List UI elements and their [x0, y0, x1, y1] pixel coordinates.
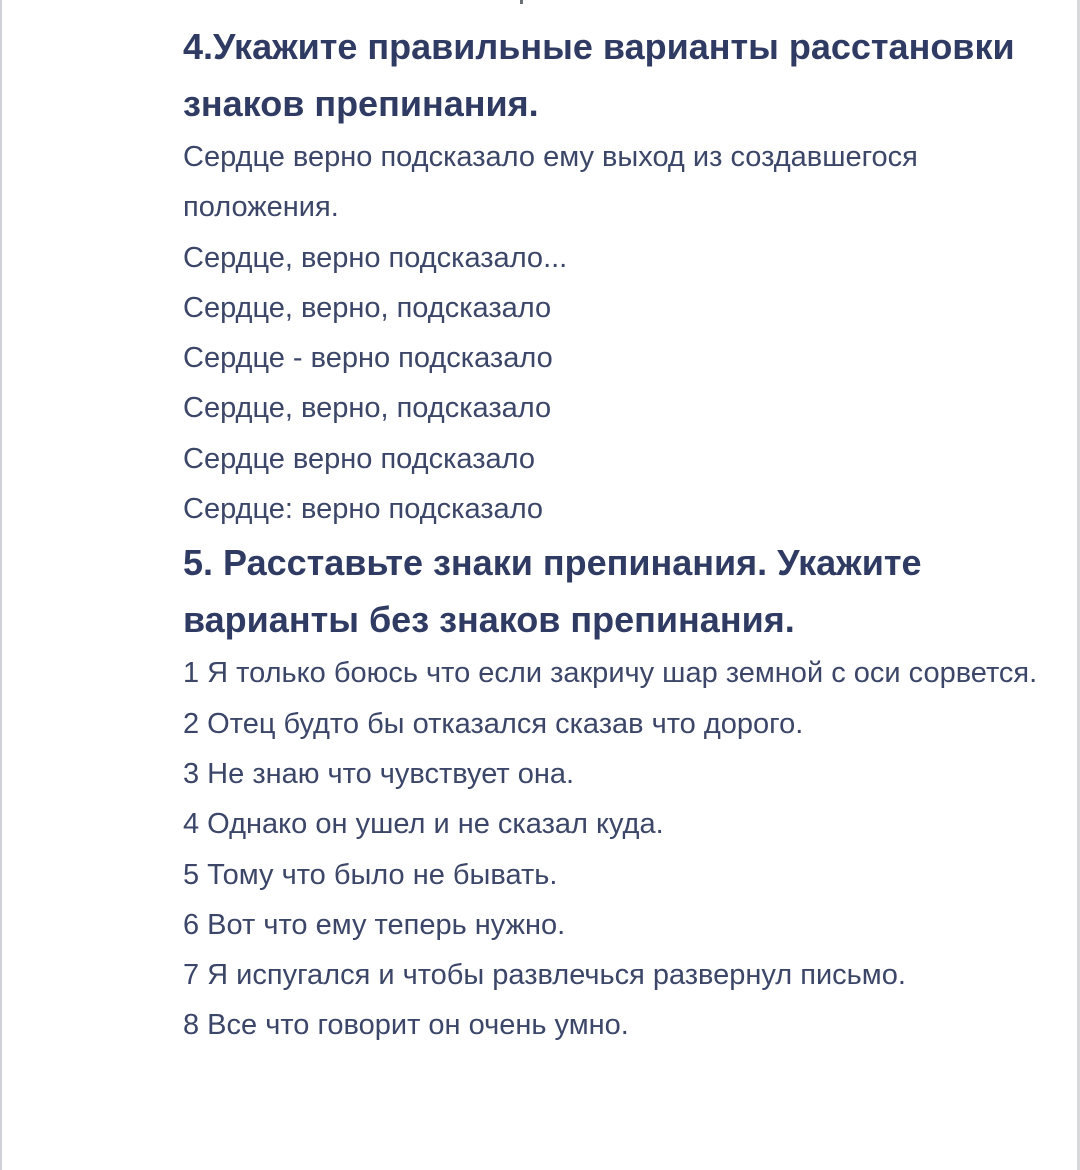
question-4: [183, 18, 1063, 534]
question-4-option: Сердце - верно подсказало: [183, 342, 553, 375]
question-4-option: Сердце, верно подсказало...: [183, 241, 568, 274]
question-5: [183, 534, 1063, 1050]
page-left-edge: [0, 0, 2, 1170]
question-5-sentence: 4 Однако он ушел и не сказал куда.: [183, 808, 664, 841]
question-4-option: Сердце, верно, подсказало: [183, 392, 552, 425]
question-5-sentence: 2 Отец будто бы отказался сказав что дорого.: [183, 707, 804, 740]
question-5-sentence: 8 Все что говорит он очень умно.: [183, 1009, 629, 1042]
question-4-heading: 4.Укажите правильные варианты расстановки знаков препинания.: [183, 26, 1015, 124]
document-body: [183, 18, 1063, 1051]
question-5-sentence: 3 Не знаю что чувствует она.: [183, 757, 575, 790]
question-5-sentence: 1 Я только боюсь что если закричу шар земной с оси сорвется.: [183, 657, 1038, 690]
clipped-text-fragment: [520, 0, 523, 4]
question-4-option: Сердце верно подсказало ему выход из создавшегося положения.: [183, 141, 918, 224]
question-4-option: Сердце: верно подсказало: [183, 493, 544, 526]
question-4-option: Сердце верно подсказало: [183, 442, 536, 475]
question-5-sentence: 7 Я испугался и чтобы развлечься развернул письмо.: [183, 959, 906, 992]
question-5-sentence: 5 Тому что было не бывать.: [183, 858, 558, 891]
question-5-sentence: 6 Вот что ему теперь нужно.: [183, 908, 566, 941]
question-5-heading: 5. Расставьте знаки препинания. Укажите варианты без знаков препинания.: [183, 542, 922, 641]
question-4-option: Сердце, верно, подсказало: [183, 291, 552, 324]
